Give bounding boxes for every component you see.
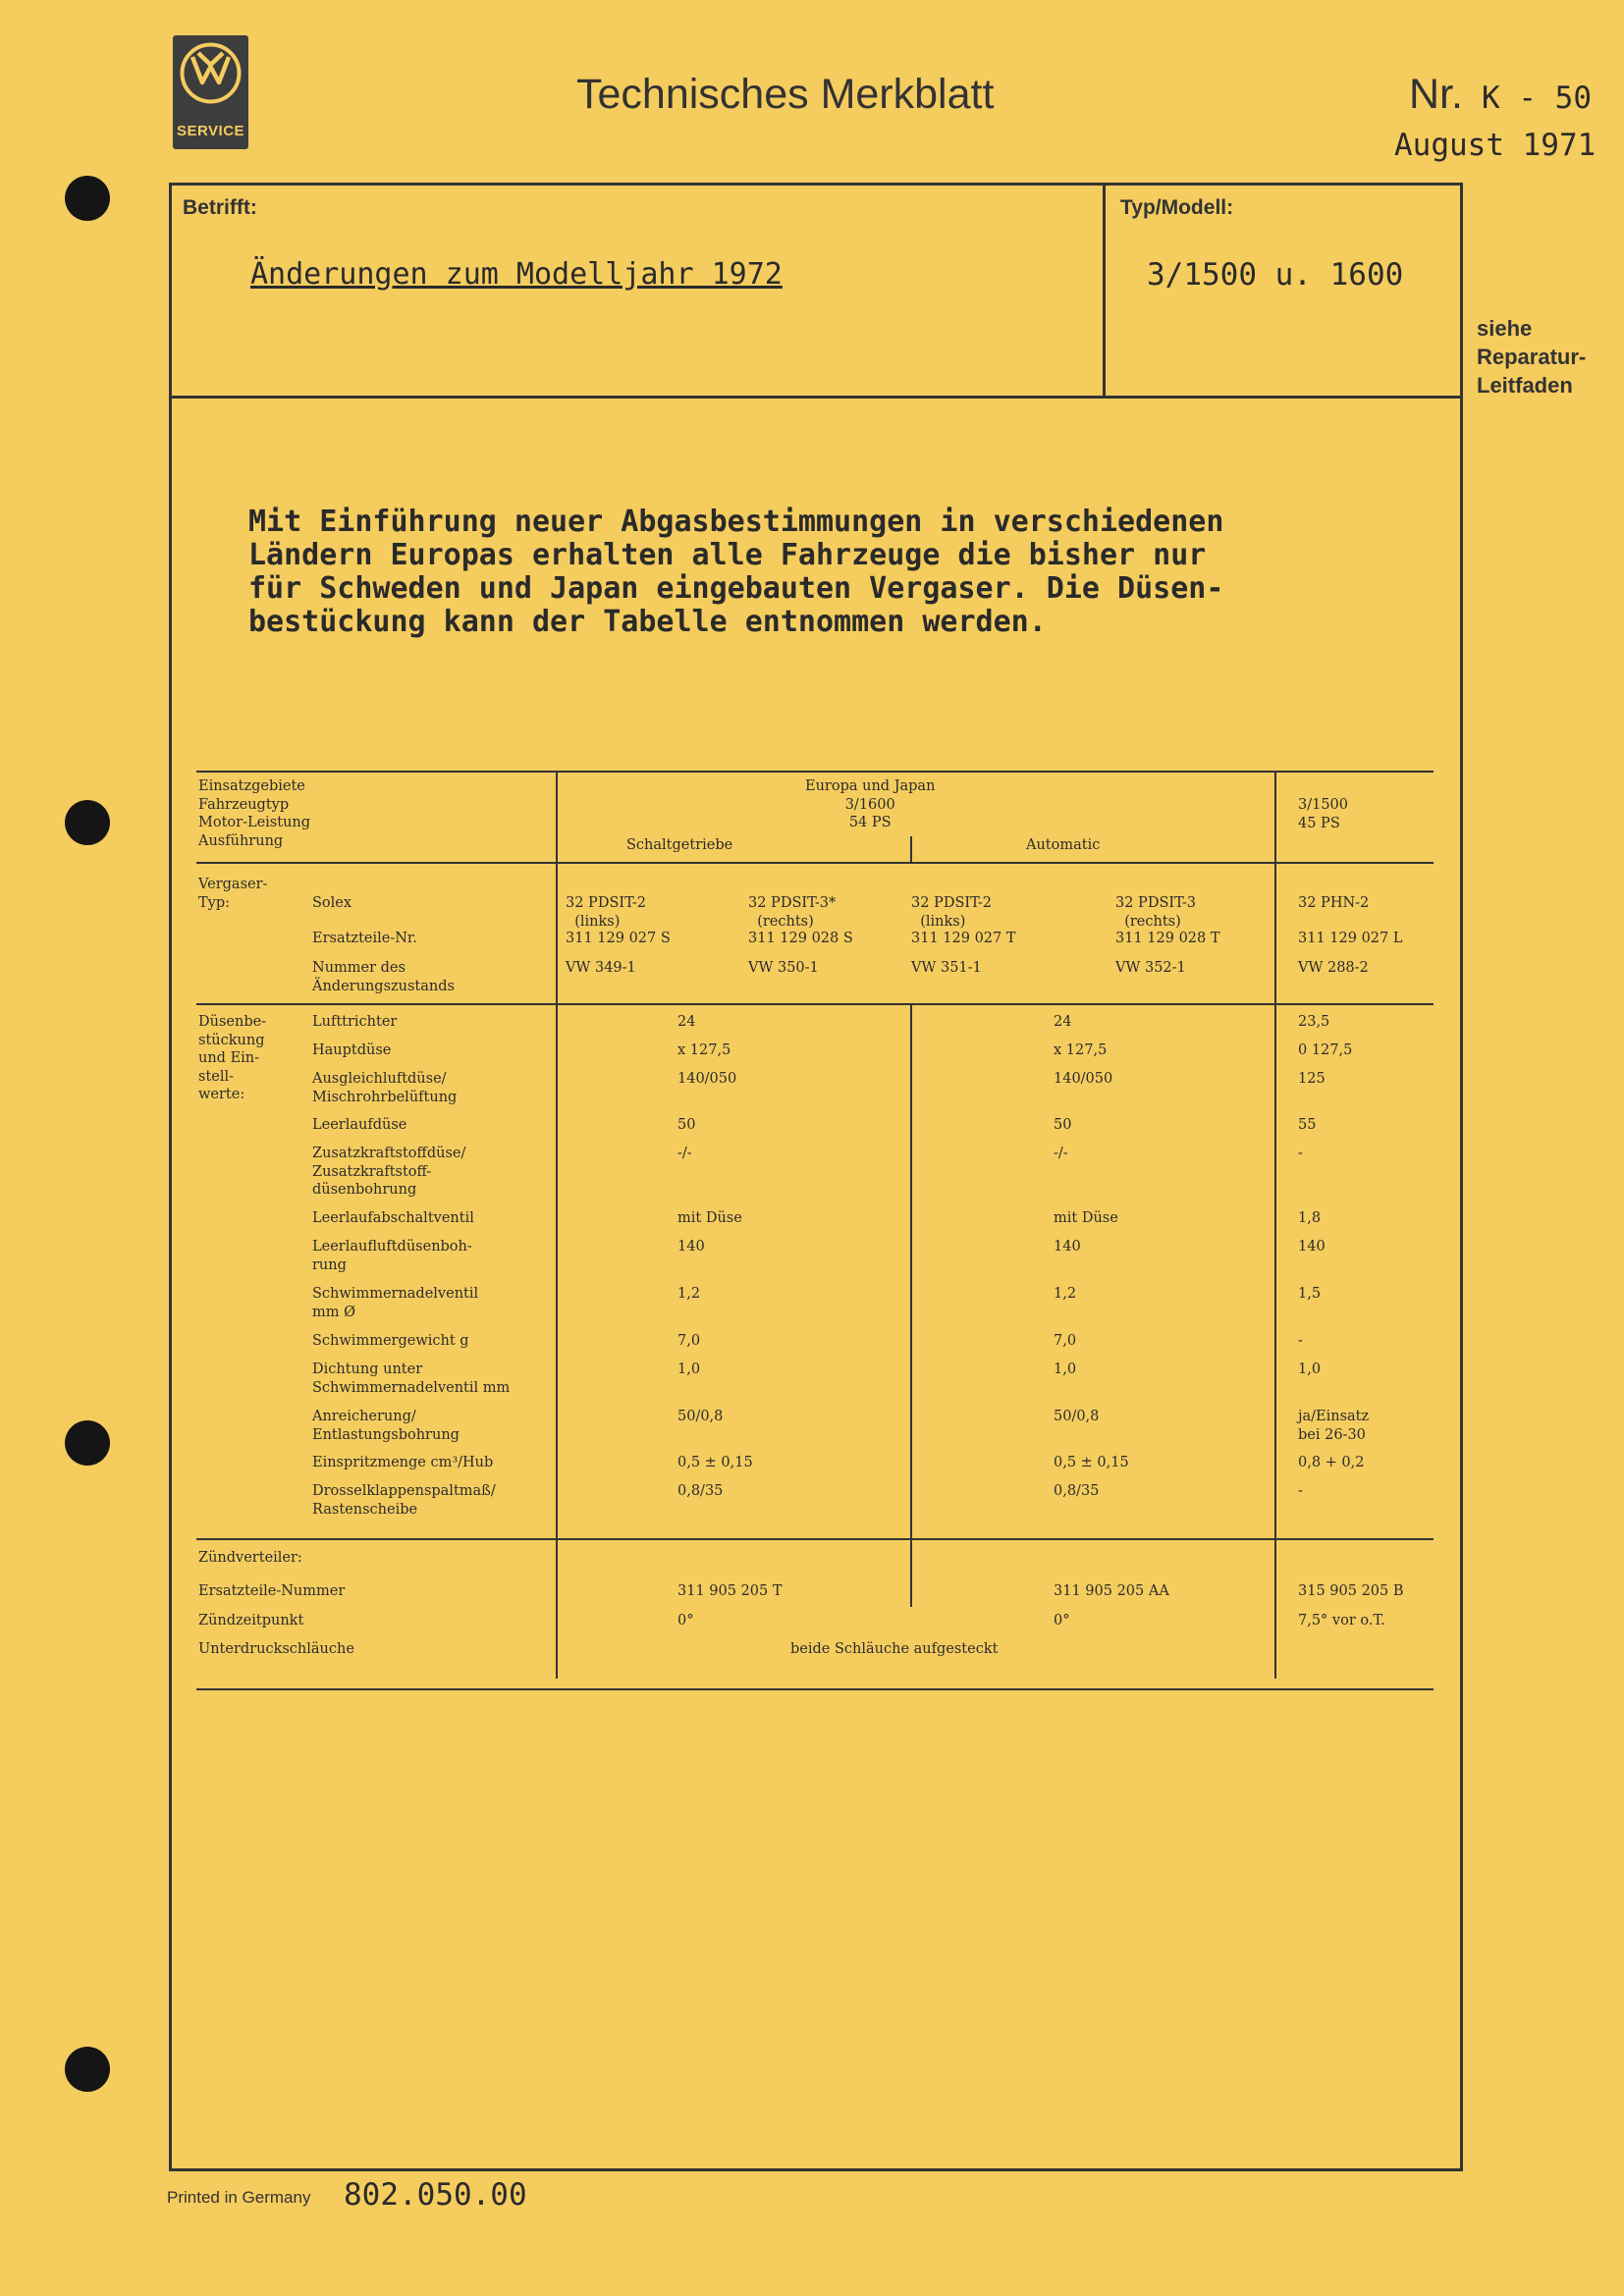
row-value-schalt: 1,0 bbox=[677, 1362, 701, 1377]
document-title: Technisches Merkblatt bbox=[576, 71, 995, 118]
row-value-1500: 0,8 + 0,2 bbox=[1298, 1455, 1365, 1470]
row-value-1500: 140 bbox=[1298, 1239, 1326, 1255]
schaltgetriebe-header: Schaltgetriebe bbox=[626, 837, 733, 853]
zuend-value-auto: 311 905 205 AA bbox=[1054, 1583, 1169, 1599]
row-value-schalt: 140/050 bbox=[677, 1071, 737, 1087]
punch-hole bbox=[65, 176, 110, 221]
row-label: Zusatzkraftstoffdüse/ Zusatzkraftstoff- düsenbohrung bbox=[312, 1146, 466, 1198]
row-value-auto: 7,0 bbox=[1054, 1333, 1077, 1349]
row-value-1500: 55 bbox=[1298, 1117, 1317, 1133]
carb-type: 32 PDSIT-2 (links) bbox=[911, 895, 993, 930]
nummer-label: Nummer des Änderungszustands bbox=[312, 960, 455, 994]
table-column-rule bbox=[1274, 771, 1276, 1679]
see-note: siehe Reparatur- Leitfaden bbox=[1477, 316, 1587, 398]
zuend-value-1500: 7,5° vor o.T. bbox=[1298, 1613, 1385, 1629]
model: 3/1500 u. 1600 bbox=[1147, 257, 1404, 293]
row-value-auto: 50 bbox=[1054, 1117, 1072, 1133]
carb-type: 32 PDSIT-2 (links) bbox=[566, 895, 647, 930]
row-value-auto: mit Düse bbox=[1054, 1210, 1118, 1226]
document-number: K - 50 bbox=[1482, 80, 1592, 116]
row-label: Schwimmernadelventil mm Ø bbox=[312, 1286, 479, 1320]
row-value-schalt: -/- bbox=[677, 1146, 692, 1161]
punch-hole bbox=[65, 800, 110, 845]
table-rule bbox=[196, 862, 1434, 864]
row-value-auto: 0,5 ± 0,15 bbox=[1054, 1455, 1129, 1470]
row-value-1500: 1,8 bbox=[1298, 1210, 1322, 1226]
document-date: August 1971 bbox=[1394, 128, 1597, 163]
ersatzteile-label: Ersatzteile-Nr. bbox=[312, 931, 417, 946]
printed-in-label: Printed in Germany bbox=[167, 2188, 311, 2207]
carb-part-number: 311 129 028 S bbox=[748, 931, 853, 946]
row-label: Einspritzmenge cm³/Hub bbox=[312, 1455, 494, 1470]
logo-service-text: SERVICE bbox=[176, 123, 245, 139]
duesen-label: Düsenbe- stückung und Ein- stell- werte: bbox=[198, 1014, 267, 1102]
row-value-auto: 1,0 bbox=[1054, 1362, 1077, 1377]
table-column-rule bbox=[556, 771, 558, 1679]
row-value-1500: ja/Einsatz bei 26-30 bbox=[1298, 1409, 1370, 1443]
zuend-value-schalt: 0° bbox=[677, 1613, 694, 1629]
document-code: 802.050.00 bbox=[344, 2177, 527, 2213]
row-value-1500: - bbox=[1298, 1483, 1303, 1499]
row-label: Hauptdüse bbox=[312, 1042, 392, 1058]
automatic-header: Automatic bbox=[1026, 837, 1101, 853]
row-value-schalt: 7,0 bbox=[677, 1333, 701, 1349]
punch-hole bbox=[65, 2047, 110, 2092]
row-label: Anreicherung/ Entlastungsbohrung bbox=[312, 1409, 460, 1443]
row-value-schalt: x 127,5 bbox=[677, 1042, 731, 1058]
intro-text: Mit Einführung neuer Abgasbestimmungen in verschiedenen Ländern Europas erhalten alle Fahrzeuge die bisher nur für Schweden und Japan eingebauten Vergaser. Die Düsen- bestückung kann der Tabelle entnommen werden. bbox=[248, 505, 1224, 639]
zuend-row-label: Ersatzteile-Nummer bbox=[198, 1583, 346, 1599]
row-value-schalt: 1,2 bbox=[677, 1286, 701, 1302]
row-value-auto: 50/0,8 bbox=[1054, 1409, 1100, 1424]
row-value-1500: 23,5 bbox=[1298, 1014, 1330, 1030]
zuend-label: Zündverteiler: bbox=[198, 1550, 302, 1566]
row-value-1500: - bbox=[1298, 1146, 1303, 1161]
row-value-1500: 1,0 bbox=[1298, 1362, 1322, 1377]
carb-revision: VW 349-1 bbox=[566, 960, 636, 976]
zuend-value-auto: 0° bbox=[1054, 1613, 1070, 1629]
punch-hole bbox=[65, 1420, 110, 1466]
row-value-auto: x 127,5 bbox=[1054, 1042, 1108, 1058]
row-label: Leerlaufluftdüsenboh- rung bbox=[312, 1239, 472, 1273]
row-value-1500: 0 127,5 bbox=[1298, 1042, 1353, 1058]
solex-label: Solex bbox=[312, 895, 352, 911]
row-value-auto: 140/050 bbox=[1054, 1071, 1113, 1087]
vw-logo-icon bbox=[179, 41, 243, 105]
row-value-schalt: 0,5 ± 0,15 bbox=[677, 1455, 753, 1470]
schlauch-label: Unterdruckschläuche bbox=[198, 1641, 354, 1657]
carb-revision: VW 351-1 bbox=[911, 960, 982, 976]
carb-revision: VW 350-1 bbox=[748, 960, 819, 976]
table-column-rule bbox=[910, 836, 912, 862]
row-label: Ausgleichluftdüse/ Mischrohrbelüftung bbox=[312, 1071, 458, 1105]
number-label: Nr. bbox=[1409, 71, 1463, 118]
type-1500-header: 3/1500 45 PS bbox=[1298, 797, 1349, 831]
subject-label: Betrifft: bbox=[183, 196, 257, 219]
zuend-value-schalt: 311 905 205 T bbox=[677, 1583, 783, 1599]
schlauch-value: beide Schläuche aufgesteckt bbox=[790, 1641, 999, 1657]
table-head-labels: Einsatzgebiete Fahrzeugtyp Motor-Leistung Ausführung bbox=[198, 778, 311, 849]
zuend-value-1500: 315 905 205 B bbox=[1298, 1583, 1404, 1599]
carb-revision: VW 288-2 bbox=[1298, 960, 1369, 976]
row-value-1500: - bbox=[1298, 1333, 1303, 1349]
carb-part-number: 311 129 027 L bbox=[1298, 931, 1403, 946]
carb-revision: VW 352-1 bbox=[1115, 960, 1186, 976]
row-value-schalt: mit Düse bbox=[677, 1210, 742, 1226]
carb-type: 32 PDSIT-3 (rechts) bbox=[1115, 895, 1197, 930]
type-label: Typ/Modell: bbox=[1120, 196, 1234, 219]
header-column-divider bbox=[1103, 183, 1106, 397]
header-divider bbox=[169, 396, 1463, 399]
vw-service-logo bbox=[173, 35, 248, 149]
table-column-rule bbox=[910, 1003, 912, 1538]
row-value-auto: 0,8/35 bbox=[1054, 1483, 1100, 1499]
table-rule-top bbox=[196, 771, 1434, 773]
row-value-schalt: 0,8/35 bbox=[677, 1483, 724, 1499]
carb-part-number: 311 129 027 T bbox=[911, 931, 1016, 946]
row-label: Lufttrichter bbox=[312, 1014, 398, 1030]
table-rule bbox=[196, 1003, 1434, 1005]
subject: Änderungen zum Modelljahr 1972 bbox=[250, 257, 783, 292]
row-label: Leerlaufabschaltventil bbox=[312, 1210, 474, 1226]
row-value-auto: -/- bbox=[1054, 1146, 1068, 1161]
carb-type: 32 PHN-2 bbox=[1298, 895, 1370, 911]
vergaser-label: Vergaser- Typ: bbox=[198, 877, 268, 911]
row-value-auto: 1,2 bbox=[1054, 1286, 1077, 1302]
row-value-schalt: 50/0,8 bbox=[677, 1409, 724, 1424]
carb-part-number: 311 129 027 S bbox=[566, 931, 671, 946]
table-column-rule bbox=[910, 1538, 912, 1607]
row-label: Drosselklappenspaltmaß/ Rastenscheibe bbox=[312, 1483, 496, 1518]
row-value-schalt: 140 bbox=[677, 1239, 705, 1255]
row-value-auto: 24 bbox=[1054, 1014, 1072, 1030]
row-label: Leerlaufdüse bbox=[312, 1117, 407, 1133]
carb-part-number: 311 129 028 T bbox=[1115, 931, 1220, 946]
carb-type: 32 PDSIT-3* (rechts) bbox=[748, 895, 837, 930]
row-value-schalt: 50 bbox=[677, 1117, 696, 1133]
zuend-row-label: Zündzeitpunkt bbox=[198, 1613, 304, 1629]
row-value-1500: 1,5 bbox=[1298, 1286, 1322, 1302]
row-value-auto: 140 bbox=[1054, 1239, 1081, 1255]
table-rule-bottom bbox=[196, 1688, 1434, 1690]
row-value-1500: 125 bbox=[1298, 1071, 1326, 1087]
europa-japan-header: Europa und Japan 3/1600 54 PS bbox=[805, 778, 936, 830]
row-label: Schwimmergewicht g bbox=[312, 1333, 469, 1349]
table-rule bbox=[196, 1538, 1434, 1540]
row-label: Dichtung unter Schwimmernadelventil mm bbox=[312, 1362, 511, 1396]
row-value-schalt: 24 bbox=[677, 1014, 696, 1030]
